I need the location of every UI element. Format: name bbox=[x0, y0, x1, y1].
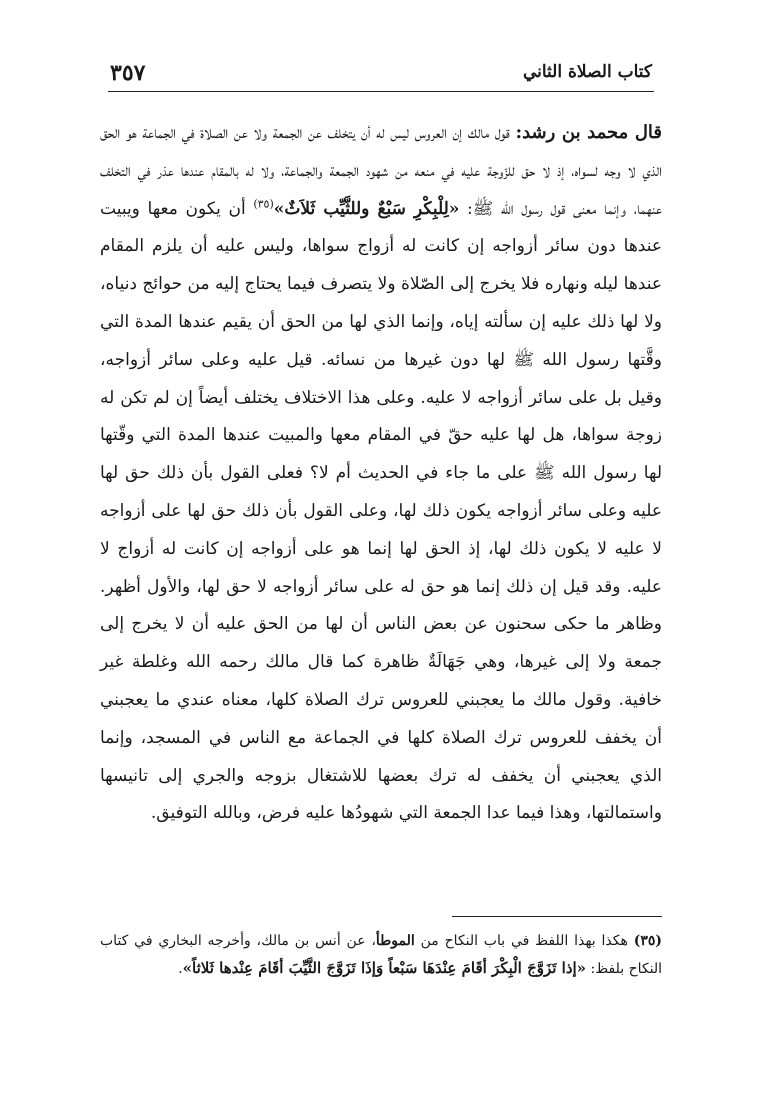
running-title: كتاب الصلاة الثاني bbox=[522, 62, 652, 82]
main-text bbox=[100, 114, 662, 833]
header-rule bbox=[108, 91, 654, 92]
footnote-text-part-2: ، عن أنس بن مالك، وأخرجه البخاري في كتاب النكاح بلفظ: bbox=[100, 933, 662, 977]
footnote-text-part-3: . bbox=[178, 961, 183, 977]
footnote-number: (٣٥) bbox=[633, 933, 662, 949]
footnote-marker: (٣٥) bbox=[253, 196, 274, 210]
footnote-source: الموطأ bbox=[375, 933, 415, 949]
page-header bbox=[110, 60, 652, 90]
hadith-quote: «لِلْبِكْرِ سَبْعٌ وللثَّيِّب ثَلاَثٌ» bbox=[273, 198, 460, 219]
page-number: ٣٥٧ bbox=[110, 60, 146, 86]
footnote-hadith: «إذا تَزَوَّجَ الْبِكْرَ أقَامَ عِنْدَهَا سَبْعاً وَإذَا تَزَوَّجَ الثَّيِّبَ أقَامَ عِنْدها ثَلاثاً» bbox=[182, 959, 587, 977]
body-text-part-1: قول مالك إن العروس ليس له أن يتخلف عن الجمعة ولا عن الصلاة في الجماعة هو الحق الذي لا وجه لسواه، إذ لا حق للزّوجة عليه في منعه من شهود الجمعة والجماعة، ولا له بالمقام عندها عذر في التخلف عنهما، وإنما معنى قول رسول الله ﷺ: bbox=[100, 123, 662, 219]
footnote-text-part-1: هكذا بهذا اللفظ في باب النكاح من bbox=[414, 933, 634, 949]
footnote bbox=[100, 928, 662, 983]
footnote-rule bbox=[452, 916, 662, 917]
body-text-part-2: أن يكون معها ويبيت عندها دون سائر أزواجه إن كانت له أزواج سواها، وليس عليه أن يلزم المقام عندها ليله ونهاره فلا يخرج إلى الصّلاة ولا يتصرف فيما يحتاج إليه من حوائج دنياه، ولا لها ذلك عليه إن سألته إياه، وإنما الذي لها من الحق أن يقيم عندها المدة التي وقَّتها رسول الله ﷺ لها دون غيرها من نسائه. قيل عليه وعلى سائر أزواجه، وقيل بل على سائر أزواجه لا عليه. وعلى هذا الاختلاف يختلف أيضاً إن لم تكن له زوجة سواها، هل لها عليه حقّ في المقام معها والمبيت عندها المدة التي وقّتها لها رسول الله ﷺ على ما جاء في الحديث أم لا؟ فعلى القول بأن ذلك حق لها عليه وعلى سائر أزواجه يكون ذلك لها، وعلى القول بأن ذلك حق لها على أزواجه لا عليه لا يكون ذلك لها، إذ الحق لها إنما هو على أزواجه إن كانت له أزواج لا عليه. وقد قيل إن ذلك إنما هو حق له على سائر أزواجه لا حق لها، والأول أظهر. وظاهر ما حكى سحنون عن بعض الناس أن لها من الحق عليه أن لا يخرج إلى جمعة ولا إلى غيرها، وهي جَهَالَةٌ ظاهرة كما قال مالك رحمه الله وغلطة غير خافية. وقول مالك ما يعجبني للعروس ترك الصلاة كلها، معناه عندي ما يعجبني أن يخفف للعروس ترك الصلاة كلها في الجماعة مع الناس في المسجد، وإنما الذي يعجبني أن يخفف له ترك بعضها للاشتغال بزوجه والجري إلى تانيسها واستمالتها، وهذا فيما عدا الجمعة التي شهودُها عليه فرض، وبالله التوفيق. bbox=[100, 198, 662, 824]
speaker-label: قال محمد بن رشد: bbox=[515, 122, 662, 143]
